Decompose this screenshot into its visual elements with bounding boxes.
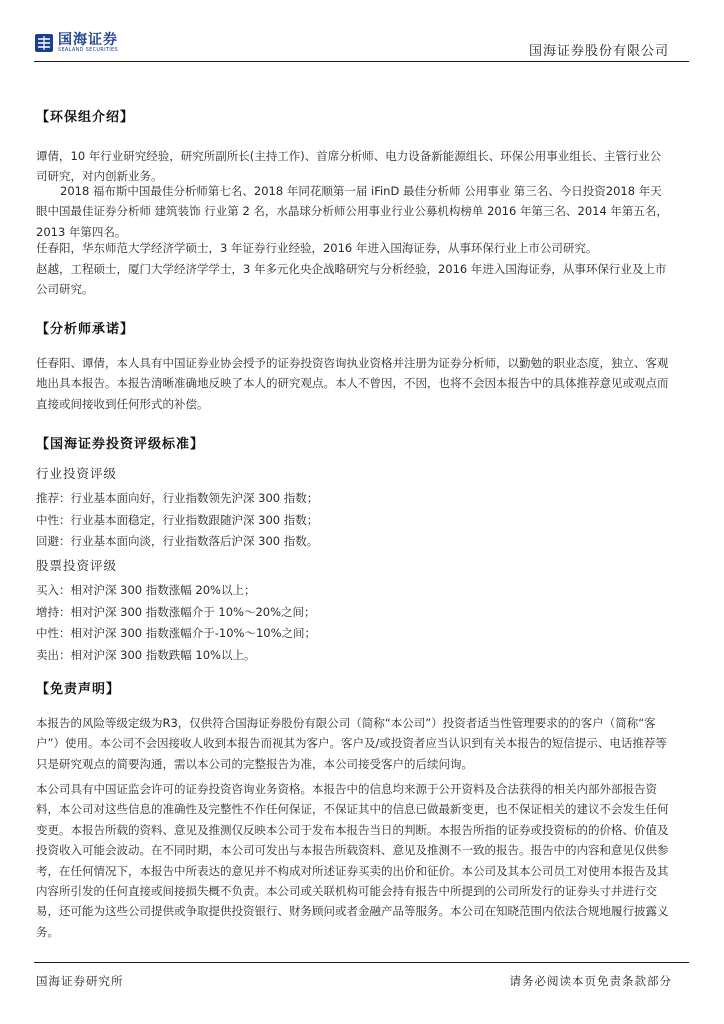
industry-rating-list: [36, 488, 318, 553]
list-item: 中性：相对沪深 300 指数涨幅介于-10%～10%之间；: [36, 626, 317, 640]
sealand-logo-icon: [34, 33, 54, 53]
disclaimer-paragraph: 本公司具有中国证监会许可的证券投资咨询业务资格。本报告中的信息均来源于公开资料及合法获得的相关内部外部报告资料，本公司对这些信息的准确性及完整性不作任何保证，不保证其中的信息已做最新变更，也不保证相关的建议不会发生任何变更。本报告所载的资料、意见及推测仅反映本公司于发布本报告当日的判断。本报告所指的证券或投资标的的价格、价值及投资收入可能会波动。在不同时期，本公司可发出与本报告所载资料、意见及推测不一致的报告。报告中的内容和意见仅供参考，在任何情况下，本报告中所表达的意见并不构成对所述证券买卖的出价和征价。本公司及其本公司员工对使用本报告及其内容所引发的任何直接或间接损失概不负责。本公司或关联机构可能会持有报告中所提到的公司所发行的证券头寸并进行交易，还可能为这些公司提供或争取提供投资银行、财务顾问或者金融产品等服务。本公司在知晓范围内依法合规地履行披露义务。: [36, 782, 669, 939]
page-header: [0, 0, 724, 66]
list-item: 中性：行业基本面稳定，行业指数跟随沪深 300 指数；: [36, 512, 319, 527]
commitment-paragraph: 任春阳、谭倩，本人具有中国证券业协会授予的证券投资咨询执业资格并注册为证券分析师，以勤勉的职业态度，独立、客观地出具本报告。本报告清晰准确地反映了本人的研究观点。本人不曾因，不因，也将不会因本报告中的具体推荐意见或观点而直接或间接收到任何形式的补偿。: [36, 356, 669, 411]
list-item: 回避：行业基本面向淡，行业指数落后沪深 300 指数。: [36, 534, 319, 548]
list-item: 推荐：行业基本面向好，行业指数领先沪深 300 指数；: [36, 491, 319, 505]
rating-section-title: 【国海证券投资评级标准】: [36, 437, 205, 452]
company-name: 国海证券股份有限公司: [528, 44, 669, 59]
disclaimer-section-title: 【免责声明】: [36, 682, 121, 697]
footer-institute: 国海证券研究所: [36, 974, 124, 988]
list-item: 买入：相对沪深 300 指数涨幅 20%以上；: [36, 583, 256, 597]
team-paragraph: 赵越，工程硕士，厦门大学经济学学士，3 年多元化央企战略研究与分析经验，2016 年进入国海证券，从事环保行业及上市公司研究。: [36, 262, 667, 297]
commitment-section-title: 【分析师承诺】: [36, 322, 135, 337]
logo-english-name: SEALAND SECURITIES: [58, 47, 118, 53]
logo-chinese-name: 国海证券: [58, 32, 118, 48]
industry-rating-title: 行业投资评级: [36, 466, 118, 481]
stock-rating-list: [36, 580, 316, 666]
team-paragraph: 任春阳，华东师范大学经济学硕士，3 年证券行业经验，2016 年进入国海证券，从事环保行业上市公司研究。: [36, 241, 598, 255]
stock-rating-title: 股票投资评级: [36, 558, 118, 573]
header-divider: [34, 61, 689, 62]
company-logo: [34, 33, 118, 53]
team-paragraph: 谭倩，10 年行业研究经验，研究所副所长(主持工作)、首席分析师、电力设备新能源组长、环保公用事业组长、主管行业公司研究，对内创新业务。: [36, 149, 662, 184]
team-section-title: 【环保组介绍】: [36, 110, 135, 125]
list-item: 卖出：相对沪深 300 指数跌幅 10%以上。: [36, 647, 256, 662]
list-item: 增持：相对沪深 300 指数涨幅介于 10%～20%之间；: [36, 604, 316, 619]
footer-divider: [34, 962, 689, 963]
disclaimer-paragraph: 本报告的风险等级定级为R3，仅供符合国海证券股份有限公司（简称“本公司”）投资者适当性管理要求的的客户（简称“客户”）使用。本公司不会因接收人收到本报告而视其为客户。客户及/或投资者应当认识到有关本报告的短信提示、电话推荐等只是研究观点的简要沟通，需以本公司的完整报告为准，本公司接受客户的后续问询。: [36, 716, 667, 771]
team-paragraph: 2018 福布斯中国最佳分析师第七名、2018 年同花顺第一届 iFinD 最佳分析师 公用事业 第三名、今日投资2018 年天眼中国最佳证券分析师 建筑装饰 行业第 2 名，水晶球分析师公用事业行业公募机构榜单 2016 年第三名、2014 年第五名，2013 年第四名。: [36, 184, 668, 239]
footer-disclaimer-notice: 请务必阅读本页免责条款部分: [509, 974, 672, 988]
